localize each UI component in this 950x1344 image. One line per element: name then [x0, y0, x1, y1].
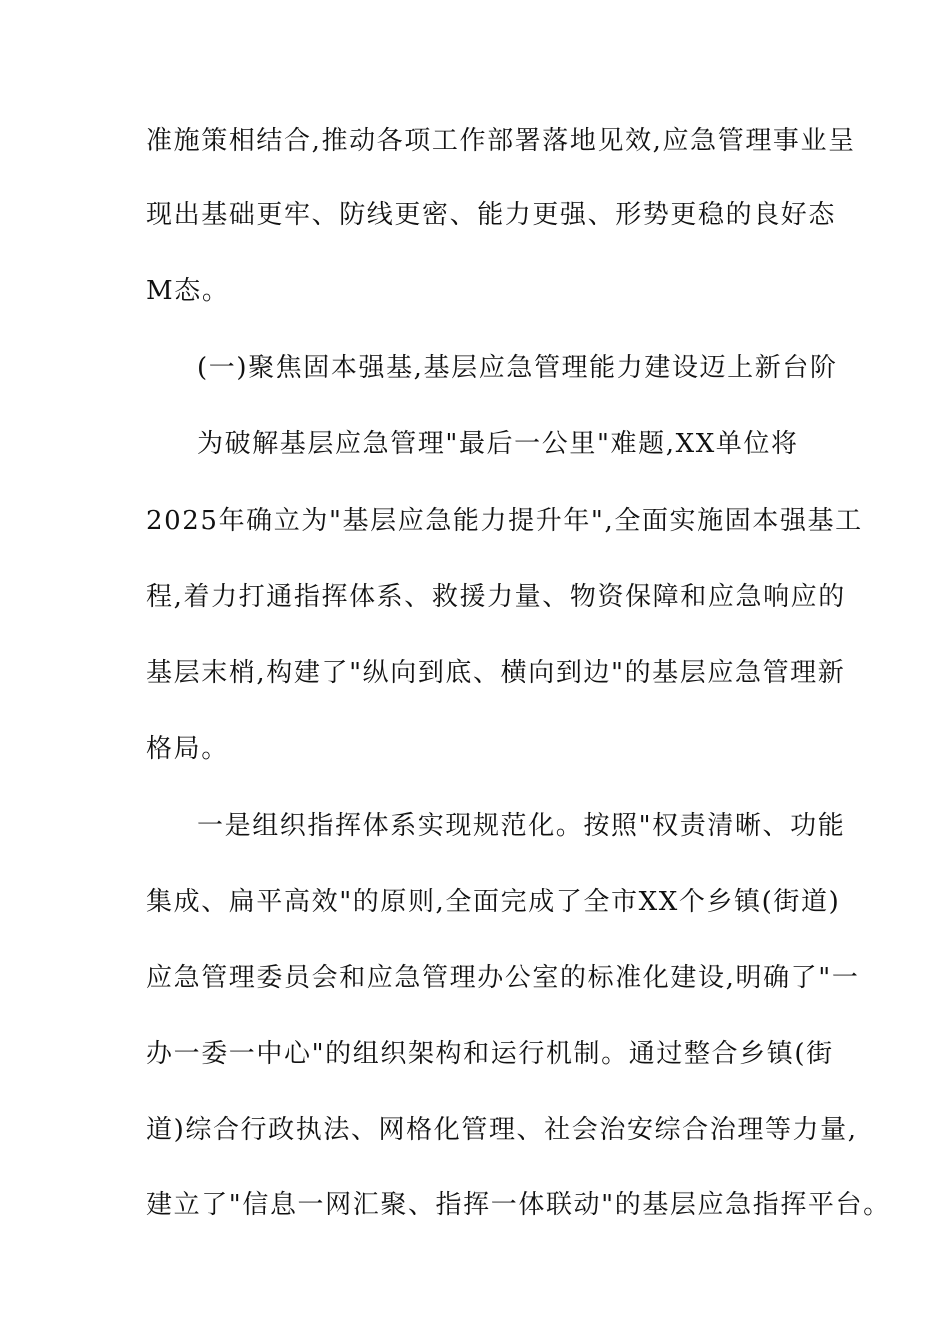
text-line-5: 为破解基层应急管理"最后一公里"难题,XX单位将	[197, 429, 799, 459]
text-line-1: 准施策相结合,推动各项工作部署落地见效,应急管理事业呈	[146, 126, 856, 156]
section-heading: (一)聚焦固本强基,基层应急管理能力建设迈上新台阶	[197, 353, 838, 383]
text-line-7: 程,着力打通指挥体系、救援力量、物资保障和应急响应的	[146, 582, 846, 612]
text-line-2: 现出基础更牢、防线更密、能力更强、形势更稳的良好态	[146, 200, 837, 230]
text-line-11: 集成、扁平高效"的原则,全面完成了全市XX个乡镇(街道)	[146, 887, 841, 917]
text-line-15: 建立了"信息一网汇聚、指挥一体联动"的基层应急指挥平台。	[146, 1190, 891, 1220]
text-line-6: 2025年确立为"基层应急能力提升年",全面实施固本强基工	[146, 506, 863, 536]
text-line-14: 道)综合行政执法、网格化管理、社会治安综合治理等力量,	[146, 1115, 858, 1145]
text-line-10: 一是组织指挥体系实现规范化。按照"权责清晰、功能	[197, 811, 846, 841]
text-line-13: 办一委一中心"的组织架构和运行机制。通过整合乡镇(街	[146, 1039, 834, 1069]
text-line-12: 应急管理委员会和应急管理办公室的标准化建设,明确了"一	[146, 963, 860, 993]
text-line-8: 基层末梢,构建了"纵向到底、横向到边"的基层应急管理新	[146, 658, 846, 688]
text-line-9: 格局。	[146, 734, 229, 764]
text-line-3: M态。	[146, 276, 230, 306]
